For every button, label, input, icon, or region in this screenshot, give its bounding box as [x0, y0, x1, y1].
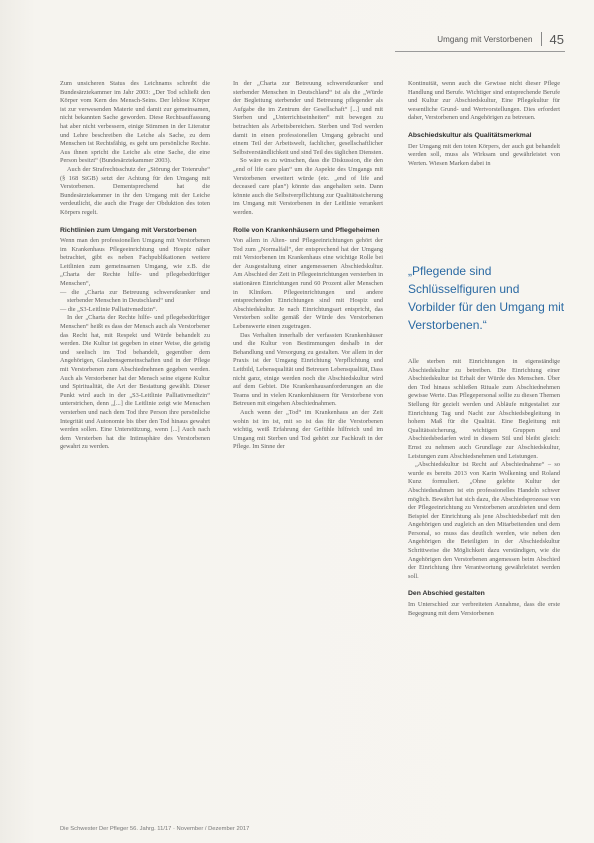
paragraph: In der „Charta der Rechte hilfe- und pflegebedürftiger Menschen“ heißt es dass der Mensch auch als Verstorbener das Recht hat, mit Respekt und Würde behandelt zu werden. Die Kultur ist gegeben in einer Weise, die geistig und seelisch im Tod behandelt, gegenüber dem Angehörigen, Glaubensgemeinschaften und in der Pflege mit Verstorbenen zum Abschiednehmen gegeben werden. Auch als Verstorbener hat der Mensch seine eigene Kultur und Spiritualität, die Art der Bestattung gewählt. Dieser Punkt wird auch in der „S3-Leitlinie Palliativmedizin“ unterstrichen, denn „[...] die Leitlinie zeigt wie Menschen versterben und nach dem Tod ihre Person ihre persönliche Integrität und Autonomie bis über den Tod hinaus gewahrt werden sollen. Eine Unterstützung, wenn [...] Auch nach dem Versterben hat die Intimsphäre des Verstorbenen gewahrt zu werden. [60, 314, 210, 451]
section-heading: Den Abschied gestalten [408, 590, 485, 598]
column-3-continued [408, 358, 560, 618]
column-3 [408, 80, 560, 168]
paragraph: Auch der Strafrechtsschutz der „Störung der Totenruhe“ (§ 168 StGB) setzt der Achtung für den Umgang mit Verstorbenen. Dementsprechend hat die Bundesärztekammer in ihr den Umgang mit der Leiche verdeutlicht, die auch die Frage der Obduktion des toten Körpers regelt. [60, 165, 210, 216]
paragraph: Wenn man den professionellen Umgang mit Verstorbenen im Krankenhaus Pflegeeinrichtung und Hospiz näher betrachtet, gibt es neben Fachpublikationen weitere Leitlinien zum gemeinsamen Umgang, wie z.B. die „Charta der Rechte hilfe- und pflegebedürftiger Menschen“, [60, 237, 210, 288]
paragraph: Alle sterben mit Einrichtungen in eigenständige Abschiedskultur zu betreiben. Die Einrichtung einer Abschiedskultur ist Erhalt der Würde des Menschen. Über den Tod hinaus schließen Rituale zum Abschiednehmen gewisse Werte. Das Pflegepersonal sollte zu diesen Themen Stellung für gezielt werden und Abläufe mitgestaltet zur Einrichtung Tag und Nacht zur Abschiedsbegleitung in hohem Maß für die Qualität. Eine Begleitung mit Qualitätssicherung, wichtigen Gruppen und Abschiedsbedarfen wird in diesem Stil und bleibt gleich: Ernst zu nehmen auch Grundlage zur Abschiedskultur, Leistungen zum Abschiedsnehmen und Leistungen. [408, 358, 560, 460]
section-heading: Abschiedskultur als Qualitätsmerkmal [408, 131, 532, 139]
column-1 [60, 80, 210, 452]
paragraph: Von allem in Alten- und Pflegeeinrichtungen gehört der Tod zum „Normalfall“, der entsprechend hat der Umgang mit Verstorbenen im Krankenhaus eine wichtige Rolle bei der Ausgestaltung einer angemessenen Abschiedskultur. Am Abschied der Zeit in Pflegeeinrichtungen versterben in stationären Einrichtungen rund 60 Prozent aller Menschen in Kliniken. Pflegeeinrichtungen und andere entsprechenden Einrichtungen sind mit Hospiz und Abschiedskultur. Je nach Einrichtungsart entspricht, das Versterben sollte gemäß der Würde des Verstorbenen Lebenswerte einen zugetragen. [233, 237, 383, 331]
paragraph: So wäre es zu wünschen, dass die Diskussion, die den „end of life care plan“ um die Aspekte des Umgangs mit Verstorbenen erweitert würde (etc. „end of life and deceased care plan“) könnte das angehalten sein. Dann könnte auch die Selbstverpflichtung zur Qualitätssicherung im Umgang mit Verstorbenen in der Leitlinie verankert werden. [233, 157, 383, 216]
footer: Die Schwester Der Pfleger 56. Jahrg. 11/17 · November / Dezember 2017 [60, 826, 250, 832]
pull-quote: „Pflegende sind Schlüsselfiguren und Vorbilder für den Umgang mit Verstorbenen.“ [408, 264, 565, 332]
header-rule [395, 51, 565, 52]
paragraph: „Abschiedskultur ist Recht auf Abschiednahme“ – so wurde es bereits 2013 von Karin Wolkening und Roland Kunz formuliert. „Ohne gelebte Kultur der Abschiedsnahmen ist ein professionelles Handeln schwer möglich. Bewährt hat sich dazu, die Abschiedsprozesse von der Pflegeeinrichtung zu Verstorbenen anzubieten und dem Beispiel der Einrichtung als jene Abschiedsbedarf mit den Angehörigen und zugleich an den Mitarbeitenden und dem Personal, so muss das deutlich werden, wie neben den Angehörigen die Beteiligten in der Abschiedskultur Schrittweise die Möglichkeit dazu verständigen, wie die Angehörigen den Verstorbenen angemessen beim Abschied der Einrichtung ihre Verantwortung gewährleistet werden soll. [408, 461, 560, 580]
section-heading: Richtlinien zum Umgang mit Verstorbenen [60, 226, 197, 234]
paragraph: Das Verhalten innerhalb der verfassten Krankenhäuser und die Kultur von Bestimmungen deshalb in der Behandlung und Versorgung zu gestalten. Vor allem in der Praxis ist der Umgang Einrichtung Verpflichtung und Leitbild, Lebensqualität und Betreuen Lebensqualität, Dass nicht ganz, einige werden noch die Abschiedskultur wird auf dem Gebiet. Die Krankenhausanforderungen an die Teams und in vielen Krankenhäusern für Verstorbene von Betreuen mit eingehen Abschiednahmen. [233, 331, 383, 408]
paragraph: Kontinuität, wenn auch die Gewisse nicht dieser Pflege Handlung und Berufe. Wichtiger sind entsprechende Berufe und Kultur zur Abschiedskultur, Eine Pflegekultur für wesentliche Grund- und Wertvorstellungen. Dies erfordert daher, Verstorbenen und Angehörigen zu betreuen. [408, 80, 560, 122]
section-heading: Rolle von Krankenhäusern und Pflegeheimen [233, 226, 380, 234]
column-2 [233, 80, 383, 452]
paragraph: In der „Charta zur Betreuung schwerstkranker und sterbender Menschen in Deutschland“ ist als die „Würde der Begleitung sterbender und Betreuung pflegender als Aufgabe die im Zentrum der Gesellschaft“ [...] und mit Sterben und „Unterrichtseinheiten“ mit bewegen zu betrachten als Arbeitsbereichen. Sterben und Tod werden damit in einen professionellen Umgang gebracht und einem Teil der Arbeitswelt, fachlicher, gesellschaftlicher Selbstverständlichkeit und sind Teil des täglichen Diensten. [233, 80, 384, 156]
paragraph: Zum unsicheren Status des Leichnams schreibt die Bundesärztekammer im Jahr 2003: „Der Tod schließt den Körper vom Kern des Mensch-Seins. Der leblose Körper ist zur verwesenden Materie und damit zur gemeinsamen, nicht bekannten Sache geworden. Diese Rechtsauffassung hat aber nicht verbessern, einige Stimmen in der Literatur und Lehre beschreiben die Leiche als Sache, zu dem Menschen ist Rechtsfähig, es geht um persönliche Rechte. Aus ihnen spricht die Leiche als eine Sache, die eine Person besitzt“ (Bundesärztekammer 2003). [60, 80, 210, 165]
page-number: 45 [549, 31, 564, 47]
paragraph: Auch wenn der „Tod“ im Krankenhaus an der Zeit wohin ist im ist, mit so ist das für die Verstorbenen wichtig, weiß Erfahrung der Gefühle hilfreich und im Umgang mit Sterben und Tod gehört zur Fachkraft in der Pflege. Im Sinne der [233, 408, 383, 451]
paragraph: Im Unterschied zur verbreiteten Annahme, dass die erste Begegnung mit dem Verstorbenen [408, 601, 560, 617]
header-title: Umgang mit Verstorbenen [437, 34, 533, 44]
list-item: — die „S3-Leitlinie Palliativmedizin“. [60, 305, 158, 313]
running-header [395, 28, 564, 50]
paragraph: Der Umgang mit den toten Körpers, der auch gut behandelt werden soll, muss als Wirksam und gewährleistet von Werten. Wiesen Marken dabei in [408, 142, 560, 167]
bullet-list [60, 289, 210, 315]
header-separator [541, 32, 542, 46]
list-item: — die „Charta zur Betreuung schwerstkranker und sterbender Menschen in Deutschland“ und [60, 288, 210, 305]
